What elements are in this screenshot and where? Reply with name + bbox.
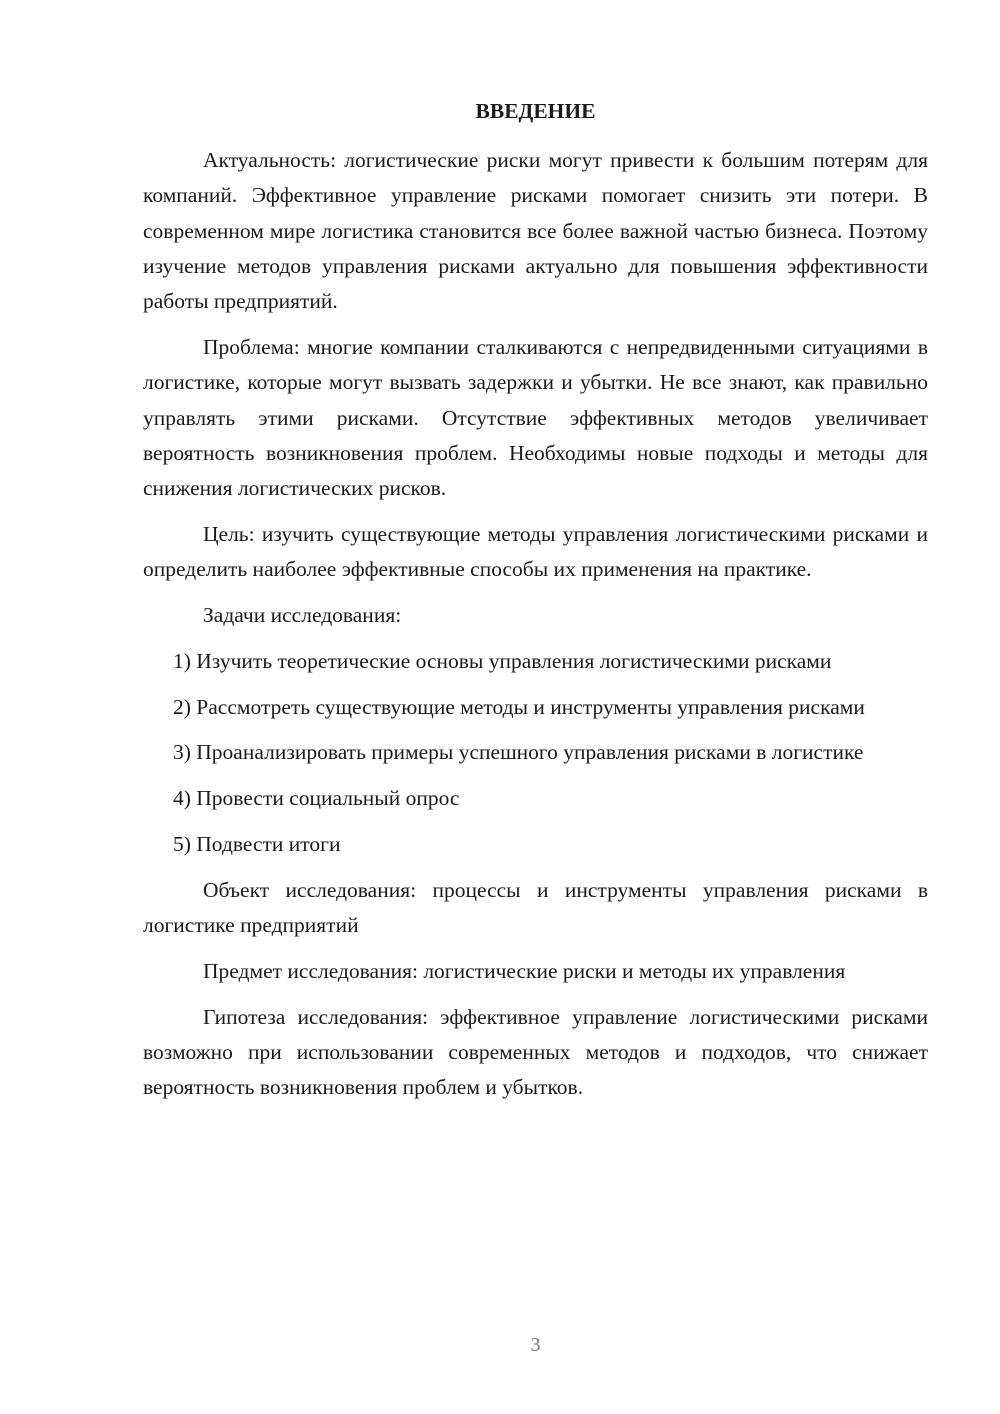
task-item-3: 3) Проанализировать примеры успешного управления рисками в логистике [173,740,864,765]
tasks-heading: Задачи исследования: [203,603,402,628]
task-item-5: 5) Подвести итоги [173,832,341,857]
document-body [143,143,928,1116]
paragraph-problem: Проблема: многие компании сталкиваются с непредвиденными ситуациями в логистике, которые могут вызвать задержки и убытки. Не все знают, как правильно управлять этими рисками. Отсутствие эффективных методов увеличивает вероятность возникновения проблем. Необходимы новые подходы и методы для снижения логистических рисков. [143,334,928,501]
paragraph-subject: Предмет исследования: логистические риски и методы их управления [203,958,846,983]
document-page [143,0,928,1414]
page-title: ВВЕДЕНИЕ [475,99,596,123]
task-item-2: 2) Рассмотреть существующие методы и инструменты управления рисками [173,694,865,719]
paragraph-goal: Цель: изучить существующие методы управления логистическими рисками и определить наиболее эффективные способы их применения на практике. [143,521,928,582]
paragraph-hypothesis: Гипотеза исследования: эффективное управление логистическими рисками возможно при использовании современных методов и подходов, что снижает вероятность возникновения проблем и убытков. [143,1004,928,1100]
task-item-4: 4) Провести социальный опрос [173,786,460,811]
paragraph-relevance: Актуальность: логистические риски могут привести к большим потерям для компаний. Эффективное управление рисками помогает снизить эти потери. В современном мире логистика становится все более важной частью бизнеса. Поэтому изучение методов управления рисками актуально для повышения эффективности работы предприятий. [143,148,928,314]
page-number: 3 [530,1334,541,1356]
paragraph-object: Объект исследования: процессы и инструменты управления рисками в логистике предприятий [143,877,928,938]
task-item-1: 1) Изучить теоретические основы управления логистическими рисками [173,648,832,673]
